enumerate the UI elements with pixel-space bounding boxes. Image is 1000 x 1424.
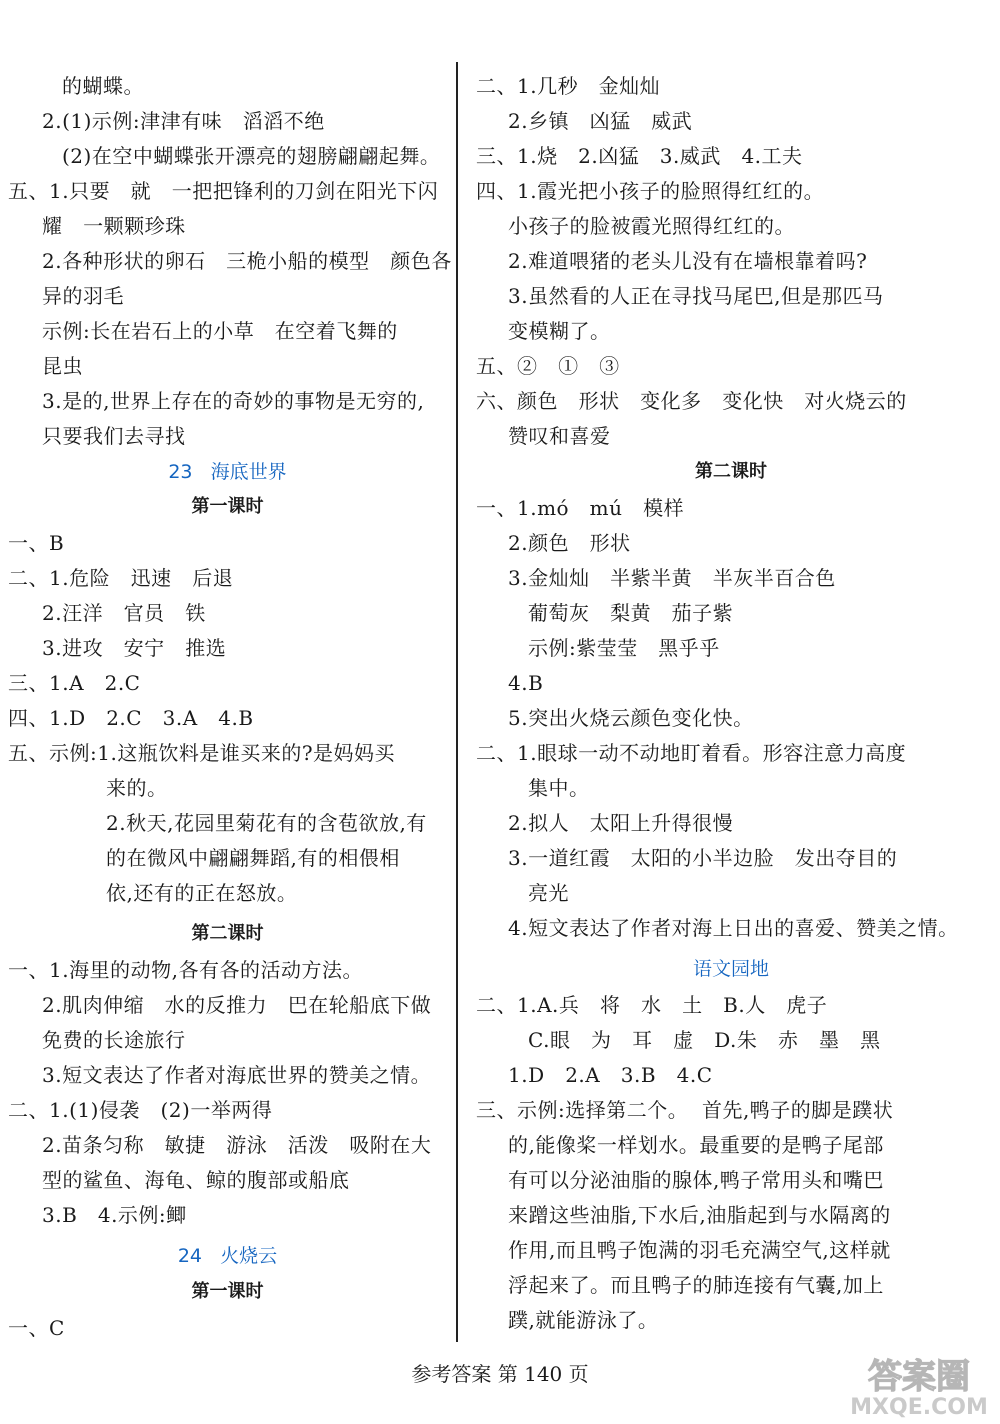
answer-line: 的在微风中翩翩舞蹈,有的相偎相: [106, 846, 400, 870]
answer-line: 昆虫: [42, 354, 83, 378]
watermark-logo: [844, 1348, 994, 1420]
answer-line: 四、1.霞光把小孩子的脸照得红红的。: [476, 179, 825, 203]
answer-line: 的蝴蝶。: [62, 74, 144, 98]
answer-line: 1.D 2.A 3.B 4.C: [508, 1063, 713, 1087]
answer-line: 一、1.海里的动物,各有各的活动方法。: [8, 958, 363, 982]
answer-line: 3.虽然看的人正在寻找马尾巴,但是那匹马: [508, 284, 884, 308]
answer-line: 二、1.A.兵 将 水 土 B.人 虎子: [476, 993, 828, 1017]
lesson-heading: 第一课时: [191, 496, 264, 517]
answer-line: 五、② ① ③: [476, 354, 620, 378]
answer-line: 5.突出火烧云颜色变化快。: [508, 706, 754, 730]
answer-line: 变模糊了。: [508, 319, 611, 343]
answer-line: 来蹭这些油脂,下水后,油脂起到与水隔离的: [508, 1203, 891, 1227]
answer-line: 五、示例:1.这瓶饮料是谁买来的?是妈妈买: [8, 741, 396, 765]
answer-line: 3.短文表达了作者对海底世界的赞美之情。: [42, 1063, 432, 1087]
answer-line: 二、1.危险 迅速 后退: [8, 566, 234, 590]
answer-line: 五、1.只要 就 一把把锋利的刀剑在阳光下闪: [8, 179, 439, 203]
answer-line: 二、1.(1)侵袭 (2)一举两得: [8, 1098, 273, 1122]
answer-line: 3.是的,世界上存在的奇妙的事物是无穷的,: [42, 389, 425, 413]
unit-23-title: 23 海底世界: [168, 461, 287, 483]
answer-line: 浮起来了。而且鸭子的肺连接有气囊,加上: [508, 1273, 884, 1297]
column-divider: [456, 62, 458, 1342]
answer-line: 示例:紫莹莹 黑乎乎: [528, 636, 720, 660]
answer-line: 3.进攻 安宁 推选: [42, 636, 227, 660]
answer-line: 2.乡镇 凶猛 威武: [508, 109, 693, 133]
answer-line: C.眼 为 耳 虚 D.朱 赤 墨 黑: [528, 1028, 881, 1052]
answer-line: 四、1.D 2.C 3.A 4.B: [8, 706, 254, 730]
answer-line: 只要我们去寻找: [42, 424, 186, 448]
answer-line: 有可以分泌油脂的腺体,鸭子常用头和嘴巴: [508, 1168, 884, 1192]
answer-line: 2.难道喂猪的老头儿没有在墙根靠着吗?: [508, 249, 868, 273]
answer-line: 三、1.A 2.C: [8, 671, 141, 695]
answer-line: 一、1.mó mú 模样: [476, 496, 685, 520]
page-footer: 参考答案 第 140 页: [411, 1362, 589, 1386]
answer-line: 蹼,就能游泳了。: [508, 1308, 659, 1332]
answer-line: 亮光: [528, 881, 569, 905]
answer-line: 作用,而且鸭子饱满的羽毛充满空气,这样就: [508, 1238, 891, 1262]
answer-line: 三、1.烧 2.凶猛 3.威武 4.工夫: [476, 144, 803, 168]
watermark-text: 答案圈: [868, 1357, 970, 1397]
answer-line: 4.B: [508, 671, 544, 695]
answer-line: 型的鲨鱼、海龟、鲸的腹部或船底: [42, 1168, 350, 1192]
answer-line: 六、颜色 形状 变化多 变化快 对火烧云的: [476, 389, 907, 413]
unit-24-title: 24 火烧云: [177, 1245, 278, 1267]
answer-line: 耀 一颗颗珍珠: [42, 214, 186, 238]
answer-line: 2.颜色 形状: [508, 531, 631, 555]
answer-line: 依,还有的正在怒放。: [106, 881, 298, 905]
answer-line: 一、C: [8, 1316, 65, 1340]
lesson-heading: 第一课时: [191, 1281, 264, 1302]
answer-line: 集中。: [528, 776, 590, 800]
answer-line: 异的羽毛: [42, 284, 124, 308]
answer-line: 示例:长在岩石上的小草 在空着飞舞的: [42, 319, 398, 343]
answer-line: 3.B 4.示例:鲫: [42, 1203, 187, 1227]
answer-line: 三、示例:选择第二个。 首先,鸭子的脚是蹼状: [476, 1098, 894, 1122]
answer-line: 二、1.眼球一动不动地盯着看。形容注意力高度: [476, 741, 907, 765]
answer-line: 2.苗条匀称 敏捷 游泳 活泼 吸附在大: [42, 1133, 432, 1157]
answer-line: 2.汪洋 官员 铁: [42, 601, 206, 625]
watermark-site: MXQE.COM: [850, 1395, 988, 1420]
answer-line: 3.一道红霞 太阳的小半边脸 发出夺目的: [508, 846, 898, 870]
answer-line: 赞叹和喜爱: [508, 424, 611, 448]
answer-line: 来的。: [106, 776, 168, 800]
answer-line: 2.(1)示例:津津有味 滔滔不绝: [42, 109, 325, 133]
lesson-heading: 第二课时: [191, 923, 264, 944]
answer-line: 的,能像桨一样划水。最重要的是鸭子尾部: [508, 1133, 884, 1157]
answer-line: 2.秋天,花园里菊花有的含苞欲放,有: [106, 811, 427, 835]
answer-line: 葡萄灰 梨黄 茄子紫: [528, 601, 734, 625]
answer-line: (2)在空中蝴蝶张开漂亮的翅膀翩翩起舞。: [62, 144, 441, 168]
lesson-heading: 第二课时: [695, 461, 767, 482]
yuwen-garden-title: 语文园地: [692, 958, 769, 980]
answer-line: 二、1.几秒 金灿灿: [476, 74, 661, 98]
answer-line: 免费的长途旅行: [42, 1028, 186, 1052]
answer-line: 2.肌肉伸缩 水的反推力 巴在轮船底下做: [42, 993, 432, 1017]
answer-line: 2.各种形状的卵石 三桅小船的模型 颜色各: [42, 249, 452, 273]
answer-line: 4.短文表达了作者对海上日出的喜爱、赞美之情。: [508, 916, 959, 940]
answer-line: 小孩子的脸被霞光照得红红的。: [508, 214, 795, 238]
answer-line: 2.拟人 太阳上升得很慢: [508, 811, 734, 835]
answer-line: 3.金灿灿 半紫半黄 半灰半百合色: [508, 566, 836, 590]
answer-line: 一、B: [8, 531, 65, 555]
